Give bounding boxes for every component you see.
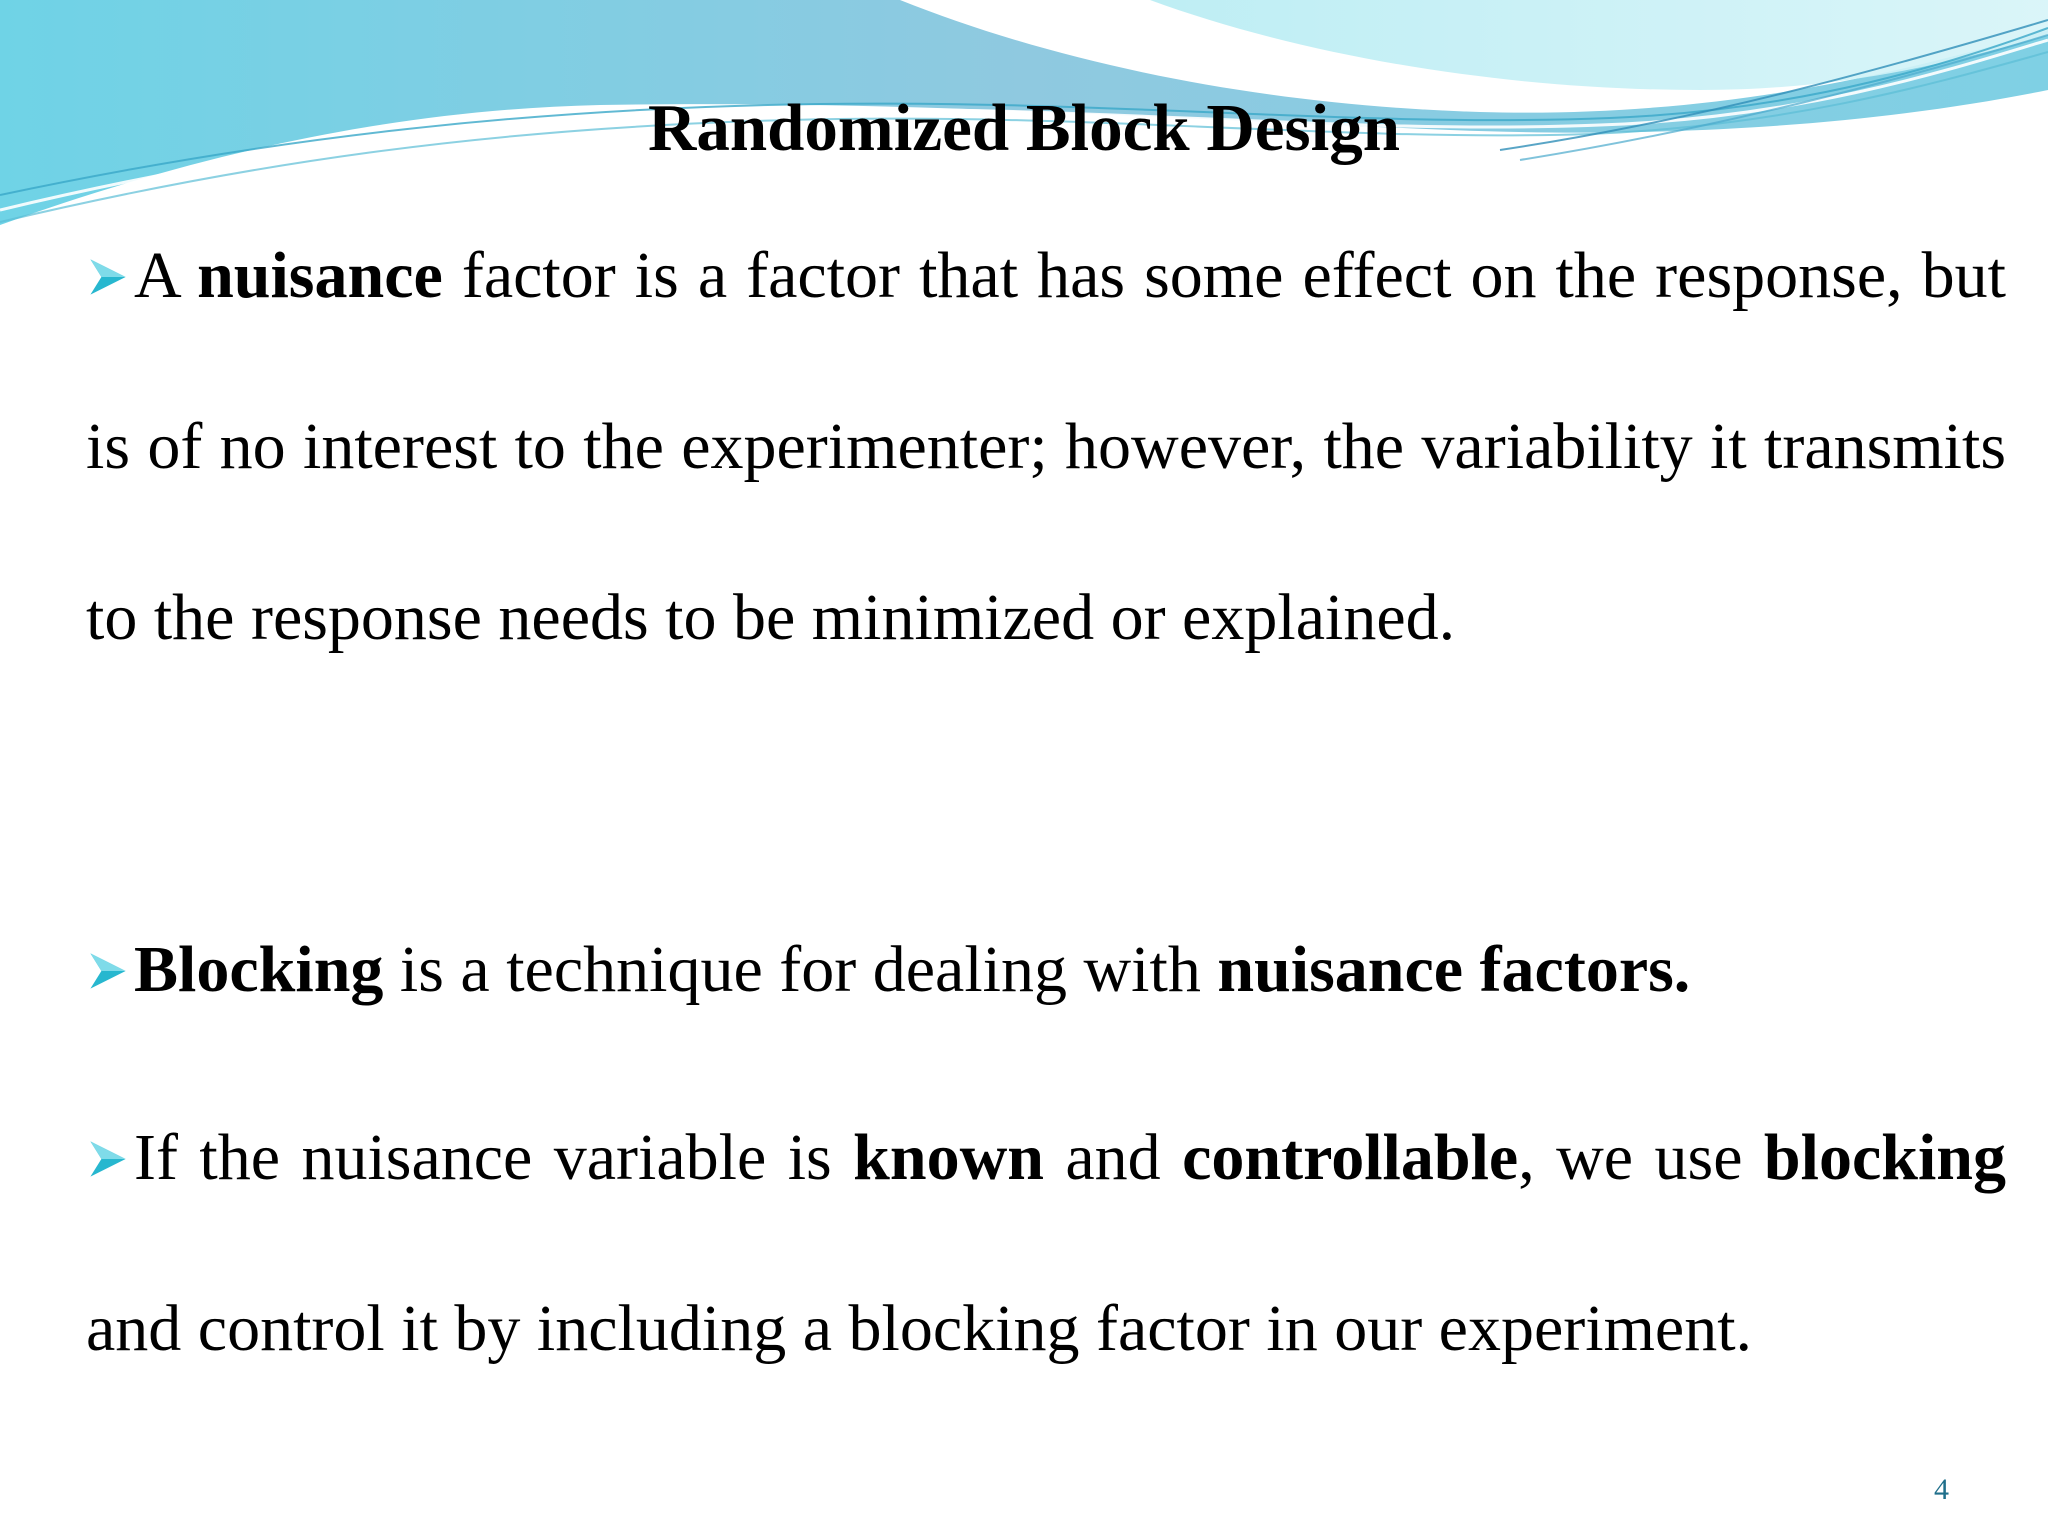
- bullet-text-bold: nuisance factors.: [1217, 933, 1691, 1006]
- bullet-text-plain: If the nuisance variable is: [134, 1121, 854, 1194]
- bullet-text-bold: Blocking: [134, 933, 384, 1006]
- bullet-text-plain: , we use: [1518, 1121, 1764, 1194]
- slide-title: Randomized Block Design: [648, 91, 1400, 165]
- bullet-text-plain: A: [134, 239, 198, 312]
- arrow-bullet-icon: [86, 1137, 130, 1181]
- arrow-bullet-icon: [86, 255, 130, 299]
- bullet-text-plain: and control it by including a blocking factor in our experiment.: [86, 1292, 1753, 1365]
- bullet-blocking-technique: [86, 884, 2006, 1055]
- arrow-bullet-icon: [86, 949, 130, 993]
- bullet-text-bold: nuisance: [197, 239, 443, 312]
- bullet-nuisance-definition: [86, 190, 2006, 703]
- bullet-known-controllable: [86, 1072, 2006, 1414]
- bullet-text-plain: factor is a factor that has some effect on the response, but is of no interest to the experimenter; however, the variability it transmits to the response needs to be minimized or explained.: [86, 239, 2006, 654]
- page-number: 4: [1934, 1473, 1949, 1506]
- bullet-text-plain: is a technique for dealing with: [383, 933, 1218, 1006]
- bullet-text-plain: and: [1043, 1121, 1183, 1194]
- bullet-text-bold: blocking: [1763, 1121, 2007, 1194]
- bullet-text-bold: known: [853, 1121, 1044, 1194]
- bullet-text-bold: controllable: [1182, 1121, 1519, 1194]
